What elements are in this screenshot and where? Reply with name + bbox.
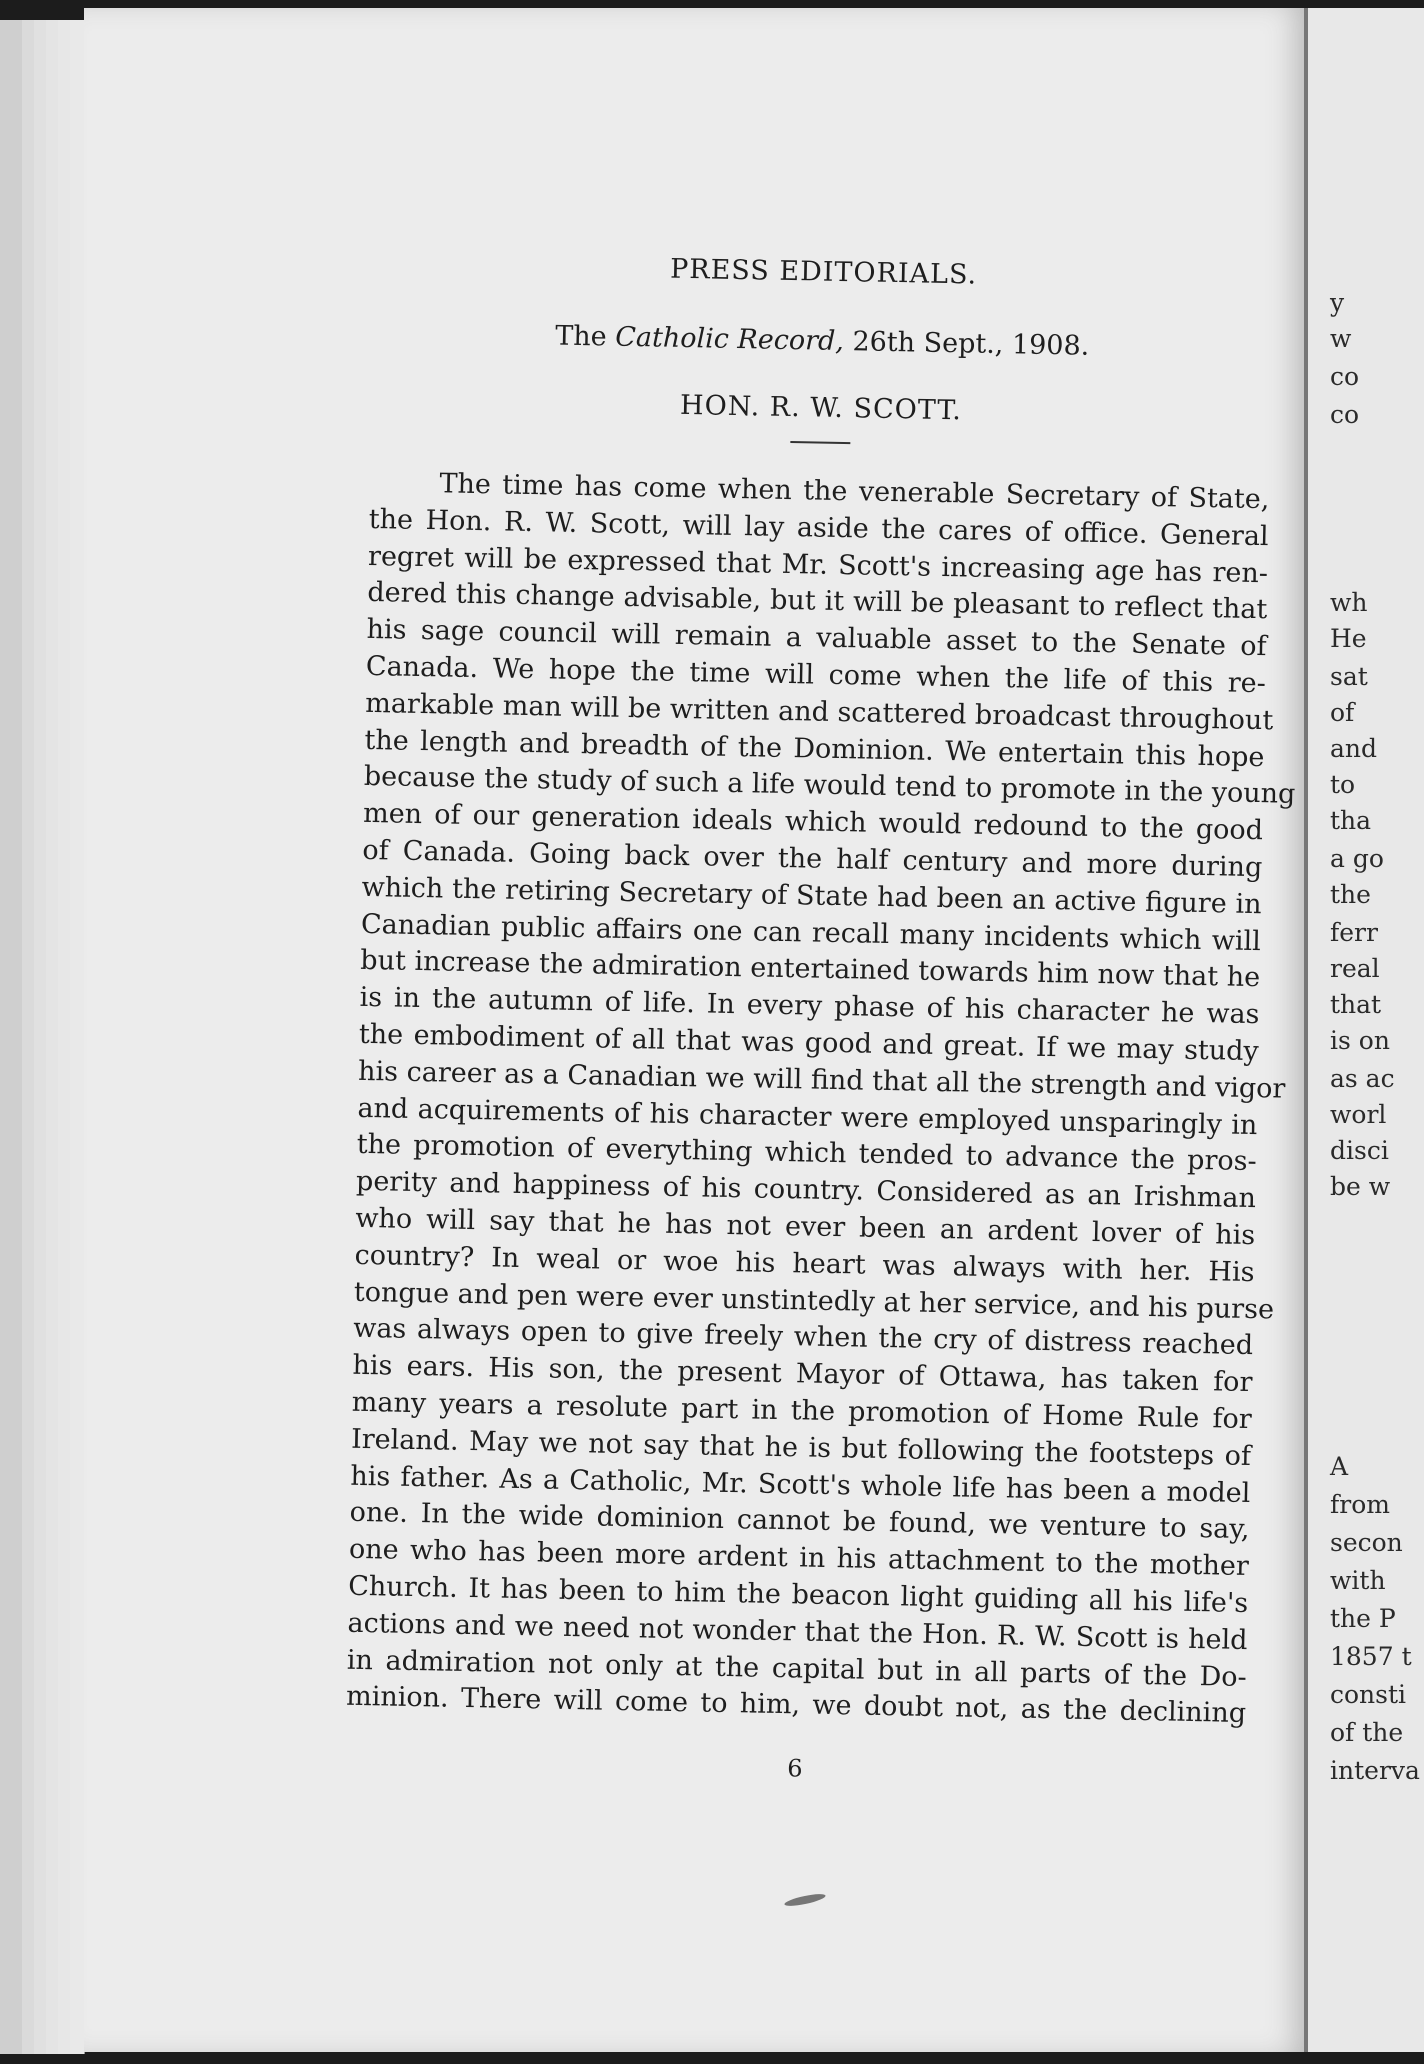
- body-line: his father. As a Catholic, Mr. Scott's whole life has been a model: [350, 1460, 1251, 1509]
- source-date: 26th Sept., 1908.: [843, 326, 1090, 362]
- facing-page-fragment: worl: [1330, 1100, 1387, 1129]
- title-divider: [790, 441, 850, 444]
- facing-page-fragment: of the: [1330, 1718, 1404, 1747]
- facing-page-fragment: real: [1330, 954, 1380, 983]
- body-line: the Hon. R. W. Scott, will lay aside the cares of office. General: [368, 503, 1269, 553]
- editorial-body: [345, 465, 1296, 1733]
- facing-page-fragment: the P: [1330, 1604, 1396, 1633]
- body-line: Canada. We hope the time will come when the life of this re-: [365, 650, 1267, 700]
- body-line: and acquirements of his character were employed unsparingly in: [357, 1092, 1258, 1141]
- book-page: [84, 8, 1304, 2052]
- body-line: his ears. His son, the present Mayor of Ottawa, has taken for: [352, 1349, 1253, 1399]
- editorial-title: HON. R. W. SCOTT.: [679, 389, 963, 427]
- facing-page-fragment: the: [1330, 880, 1371, 909]
- section-header: PRESS EDITORIALS.: [669, 253, 978, 291]
- body-line: his sage council will remain a valuable asset to the Senate of: [366, 614, 1267, 663]
- body-line: because the study of such a life would tend to promote in the young: [363, 761, 1296, 811]
- facing-page-fragment: w: [1330, 324, 1352, 353]
- facing-page-fragment: is on: [1330, 1026, 1390, 1055]
- page-number: 6: [786, 1754, 803, 1783]
- body-line: tongue and pen were ever unstintedly at her service, and his purse: [353, 1276, 1275, 1326]
- body-line: men of our generation ideals which would redound to the good: [362, 798, 1264, 847]
- body-line: the length and breadth of the Dominion. We entertain this hope: [364, 724, 1265, 773]
- body-line: who will say that he has not ever been an ardent lover of his: [355, 1202, 1256, 1252]
- facing-page-fragment: 1857 t: [1330, 1642, 1412, 1671]
- body-line: actions and we need not wonder that the Hon. R. W. Scott is held: [347, 1607, 1248, 1656]
- body-line: of Canada. Going back over the half century and more during: [362, 834, 1263, 884]
- body-line: one who has been more ardent in his attachment to the mother: [348, 1533, 1250, 1583]
- body-line: regret will be expressed that Mr. Scott's increasing age has ren-: [367, 540, 1269, 589]
- facing-page-fragment: from: [1330, 1490, 1390, 1519]
- facing-page-fragment: as ac: [1330, 1064, 1395, 1093]
- page-content: [345, 248, 1296, 1791]
- body-line: minion. There will come to him, we doubt not, as the declining: [345, 1681, 1247, 1730]
- facing-page-fragment: ferr: [1330, 918, 1378, 947]
- source-line: [372, 317, 1272, 365]
- facing-page-fragment: wh: [1330, 588, 1368, 617]
- page-stack-edge: [0, 20, 23, 2054]
- facing-page-fragment: of: [1330, 698, 1355, 727]
- body-line: was always open to give freely when the cry of distress reached: [352, 1313, 1254, 1362]
- source-prefix: The: [554, 320, 616, 353]
- facing-page-fragment: secon: [1330, 1528, 1403, 1557]
- facing-page: [1304, 8, 1424, 2052]
- body-line: Ireland. May we not say that he is but following the footsteps of: [350, 1423, 1252, 1472]
- source-publication: Catholic Record,: [614, 321, 845, 358]
- body-line: markable man will be written and scattered broadcast throughout: [364, 687, 1274, 737]
- body-line: country? In weal or woe his heart was always with her. His: [354, 1239, 1255, 1288]
- body-line: many years a resolute part in the promotion of Home Rule for: [351, 1386, 1252, 1435]
- facing-page-fragment: with: [1330, 1566, 1386, 1595]
- facing-page-fragment: interva: [1330, 1756, 1420, 1785]
- body-line: his career as a Canadian we will find that all the strength and vigor: [357, 1055, 1286, 1105]
- body-line: Church. It has been to him the beacon light guiding all his life's: [348, 1570, 1249, 1619]
- facing-page-fragment: y: [1330, 288, 1345, 317]
- facing-page-fragment: consti: [1330, 1680, 1407, 1709]
- body-line: perity and happiness of his country. Considered as an Irishman: [355, 1165, 1257, 1215]
- body-line: The time has come when the venerable Secretary of State,: [439, 468, 1270, 516]
- body-line: which the retiring Secretary of State had been an active figure in: [361, 871, 1262, 920]
- body-line: dered this change advisable, but it will be pleasant to reflect that: [367, 577, 1268, 626]
- body-line: is in the autumn of life. In every phase of his character he was: [359, 982, 1260, 1031]
- body-line: one. In the wide dominion cannot be found, we venture to say,: [349, 1497, 1250, 1546]
- body-line: but increase the admiration entertained towards him now that he: [360, 945, 1261, 994]
- facing-page-fragment: sat: [1330, 662, 1368, 691]
- facing-page-fragment: be w: [1330, 1172, 1391, 1201]
- facing-page-fragment: that: [1330, 990, 1382, 1019]
- ink-smudge: [784, 1892, 827, 1909]
- facing-page-fragment: He: [1330, 624, 1367, 653]
- facing-page-fragment: and: [1330, 734, 1378, 763]
- body-line: the promotion of everything which tended to advance the pros-: [356, 1129, 1257, 1178]
- facing-page-fragment: disci: [1330, 1136, 1389, 1165]
- body-line: Canadian public affairs one can recall many incidents which will: [360, 908, 1262, 957]
- body-line: the embodiment of all that was good and great. If we may study: [358, 1018, 1260, 1068]
- facing-page-fragment: co: [1330, 400, 1360, 429]
- body-line: in admiration not only at the capital but in all parts of the Do-: [346, 1644, 1248, 1693]
- facing-page-fragment: co: [1330, 362, 1360, 391]
- facing-page-fragment: to: [1330, 770, 1356, 799]
- facing-page-fragment: A: [1330, 1452, 1349, 1481]
- facing-page-fragment: tha: [1330, 806, 1372, 835]
- facing-page-fragment: a go: [1330, 844, 1384, 873]
- page-stack-edge: [70, 20, 85, 2054]
